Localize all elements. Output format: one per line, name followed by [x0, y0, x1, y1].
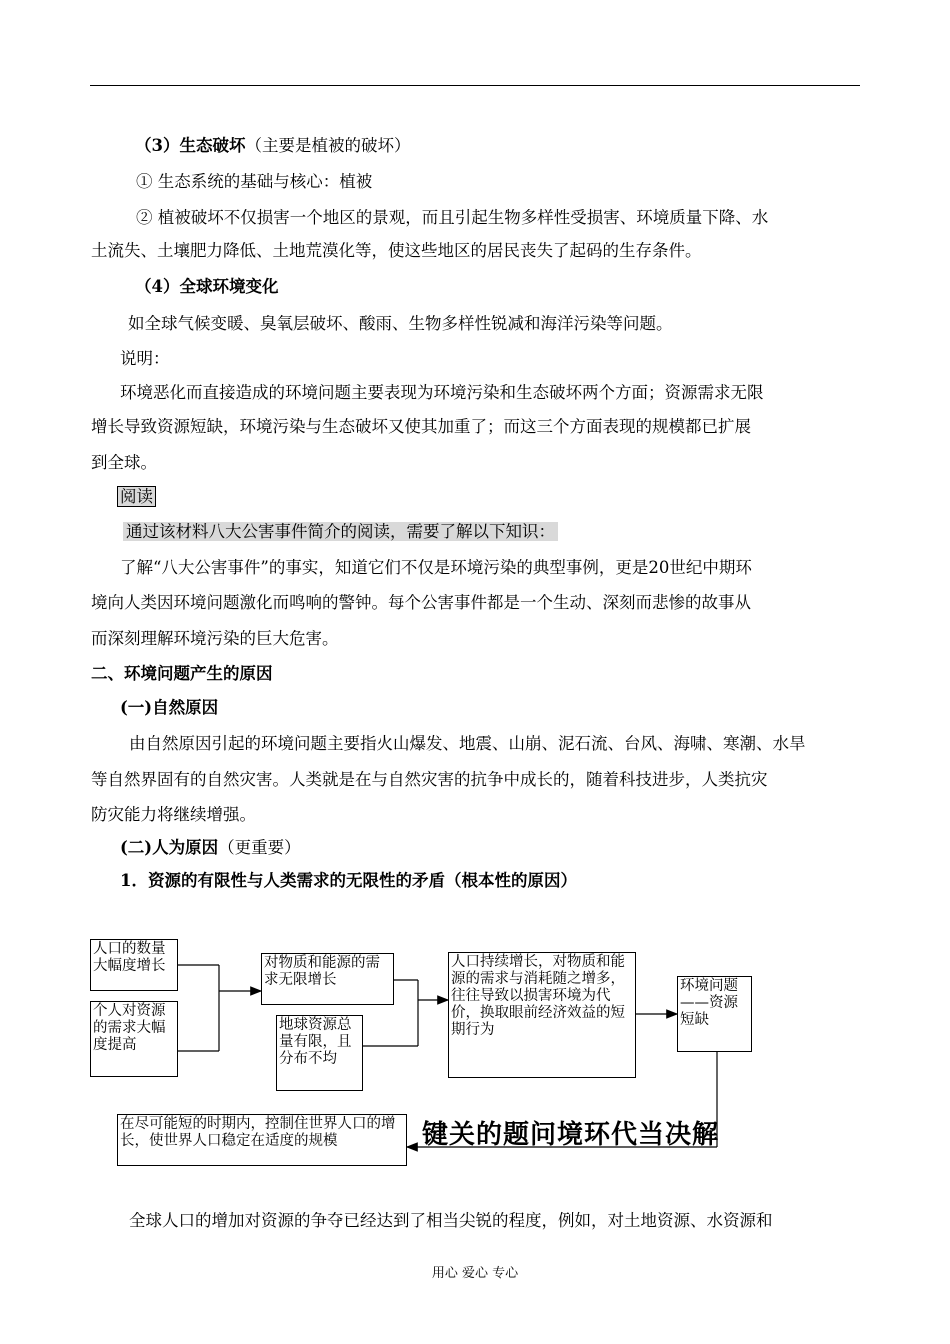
section-3-note: （主要是植被的破坏） [245, 136, 411, 155]
box-population-growth: 人口的数量大幅度增长 [90, 939, 178, 991]
diagram-banner: 键关的题问境环代当决解 [422, 1120, 720, 1150]
section-3-number: （3） [135, 136, 180, 155]
subsection-human-note: （更重要） [218, 838, 301, 857]
section-4-heading: （4）全球环境变化 [135, 277, 279, 296]
paragraph-line: 等自然界固有的自然灾害。人类就是在与自然灾害的抗争中成长的，随着科技进步，人类抗灾 [91, 770, 768, 789]
paragraph-line: 境向人类因环境问题激化而鸣响的警钟。每个公害事件都是一个生动、深刻而悲惨的故事从 [91, 593, 751, 612]
paragraph-line: 到全球。 [91, 453, 157, 472]
paragraph-line: 了解“八大公害事件”的事实，知道它们不仅是环境污染的典型事例，更是20世纪中期环 [120, 558, 752, 577]
reading-intro-text: 通过该材料八大公害事件简介的阅读，需要了解以下知识： [123, 522, 558, 541]
box-env-problem: 环境问题——资源短缺 [677, 976, 752, 1052]
reading-tag: 阅读 [117, 486, 156, 507]
box-continuous-growth: 人口持续增长，对物质和能源的需求与消耗随之增多，往往导致以损害环境为代价，换取眼前经济效益的短期行为 [448, 952, 636, 1078]
section-2-heading: 二、环境问题产生的原因 [91, 664, 273, 683]
point-1-heading: 1．资源的有限性与人类需求的无限性的矛盾（根本性的原因） [120, 871, 577, 890]
paragraph-line: 由自然原因引起的环境问题主要指火山爆发、地震、山崩、泥石流、台风、海啸、寒潮、水旱 [129, 734, 806, 753]
box-solution: 在尽可能短的时期内，控制住世界人口的增长，使世界人口稳定在适度的规模 [117, 1114, 407, 1166]
paragraph-line: 而深刻理解环境污染的巨大危害。 [91, 629, 339, 648]
page-footer: 用心 爱心 专心 [431, 1266, 519, 1281]
paragraph-line: 环境恶化而直接造成的环境问题主要表现为环境污染和生态破坏两个方面；资源需求无限 [120, 383, 764, 402]
box-personal-demand: 个人对资源的需求大幅度提高 [90, 1001, 178, 1077]
paragraph-line: 增长导致资源短缺，环境污染与生态破坏又使其加重了；而这三个方面表现的规模都已扩展 [91, 417, 751, 436]
paragraph-line: 全球人口的增加对资源的争夺已经达到了相当尖锐的程度，例如，对土地资源、水资源和 [129, 1211, 773, 1230]
paragraph-line: 防灾能力将继续增强。 [91, 805, 256, 824]
box-unlimited-demand: 对物质和能源的需求无限增长 [261, 953, 394, 1005]
paragraph-line: ① 生态系统的基础与核心：植被 [136, 172, 373, 191]
paragraph-line: ② 植被破坏不仅损害一个地区的景观，而且引起生物多样性受损害、环境质量下降、水 [136, 208, 769, 227]
section-3-title: 生态破坏 [179, 136, 246, 155]
paragraph-line: 土流失、土壤肥力降低、土地荒漠化等，使这些地区的居民丧失了起码的生存条件。 [91, 241, 702, 260]
note-label: 说明： [120, 349, 170, 368]
subsection-human-title: (二)人为原因 [120, 838, 219, 857]
subsection-natural-heading: (一)自然原因 [120, 698, 219, 717]
box-earth-resources: 地球资源总量有限，且分布不均 [276, 1015, 363, 1091]
paragraph-line: 如全球气候变暖、臭氧层破坏、酸雨、生物多样性锐减和海洋污染等问题。 [128, 314, 673, 333]
